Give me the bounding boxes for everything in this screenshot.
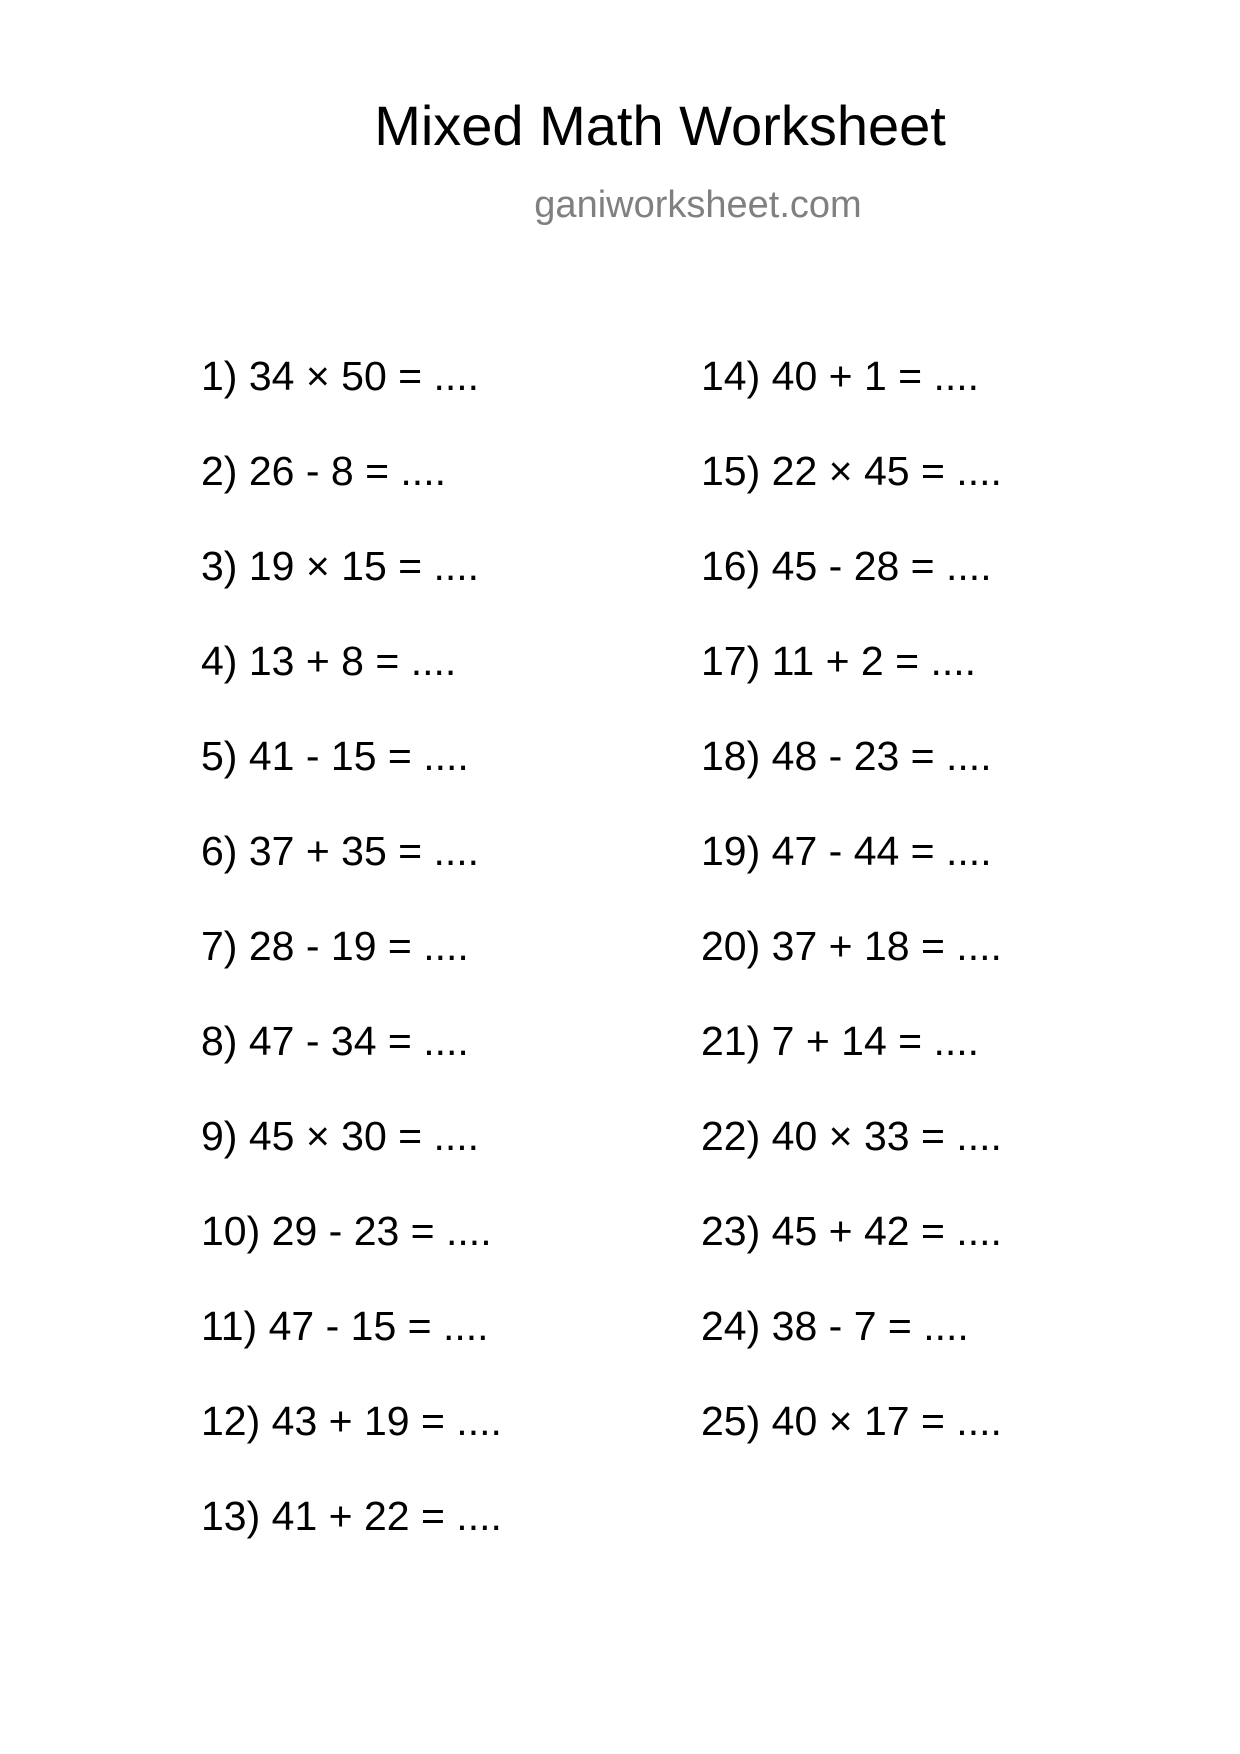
problem-item: 24) 38 - 7 = ....: [701, 1303, 969, 1349]
problem-item: 19) 47 - 44 = ....: [701, 828, 992, 874]
problem-item: 1) 34 × 50 = ....: [201, 353, 480, 399]
problem-item: 18) 48 - 23 = ....: [701, 733, 992, 779]
problem-item: 11) 47 - 15 = ....: [201, 1303, 489, 1349]
problem-item: 4) 13 + 8 = ....: [201, 638, 457, 684]
problem-item: 9) 45 × 30 = ....: [201, 1113, 480, 1159]
problem-item: 20) 37 + 18 = ....: [701, 923, 1002, 969]
problem-item: 7) 28 - 19 = ....: [201, 923, 469, 969]
problem-item: 12) 43 + 19 = ....: [201, 1398, 502, 1444]
problem-item: 21) 7 + 14 = ....: [701, 1018, 980, 1064]
problem-item: 14) 40 + 1 = ....: [701, 353, 980, 399]
problem-item: 3) 19 × 15 = ....: [201, 543, 480, 589]
problem-item: 17) 11 + 2 = ....: [701, 638, 977, 684]
problem-item: 15) 22 × 45 = ....: [701, 448, 1002, 494]
problem-item: 13) 41 + 22 = ....: [201, 1493, 502, 1539]
problem-item: 25) 40 × 17 = ....: [701, 1398, 1002, 1444]
problem-item: 16) 45 - 28 = ....: [701, 543, 992, 589]
problem-column-left: [201, 352, 502, 1587]
website-watermark: ganiworksheet.com: [534, 184, 862, 226]
problem-item: 8) 47 - 34 = ....: [201, 1018, 469, 1064]
worksheet-title: Mixed Math Worksheet: [374, 94, 946, 157]
problem-item: 10) 29 - 23 = ....: [201, 1208, 492, 1254]
problem-item: 23) 45 + 42 = ....: [701, 1208, 1002, 1254]
problem-item: 6) 37 + 35 = ....: [201, 828, 480, 874]
problem-item: 2) 26 - 8 = ....: [201, 448, 446, 494]
problem-column-right: [701, 352, 1002, 1492]
problem-item: 22) 40 × 33 = ....: [701, 1113, 1002, 1159]
problem-item: 5) 41 - 15 = ....: [201, 733, 469, 779]
